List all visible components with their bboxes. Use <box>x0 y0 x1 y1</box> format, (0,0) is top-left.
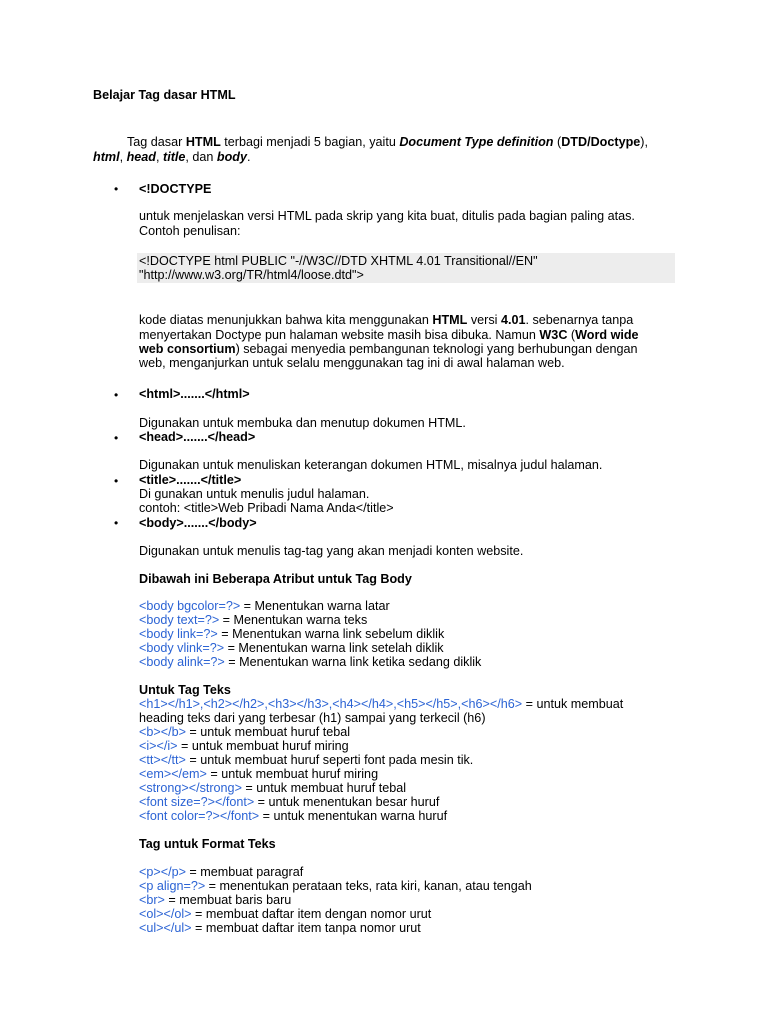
bullet-icon: • <box>114 474 119 488</box>
head-tag-heading: <head>.......</head> <box>139 430 256 444</box>
list-item: <body bgcolor=?> = Menentukan warna latar <box>139 599 390 613</box>
doctype-para-4: web, menganjurkan untuk selalu menggunakan tag ini di awal halaman web. <box>139 356 565 370</box>
list-item: <body text=?> = Menentukan warna teks <box>139 613 368 627</box>
list-item: <ol></ol> = membuat daftar item dengan nomor urut <box>139 907 432 921</box>
text-tags-list <box>139 697 623 823</box>
bullet-icon: • <box>114 516 119 530</box>
list-item: <body alink=?> = Menentukan warna link ketika sedang diklik <box>139 655 482 669</box>
list-item: <h1></h1>,<h2></h2>,<h3></h3>,<h4></h4>,<h5></h5>,<h6></h6> = untuk membuat <box>139 697 624 711</box>
list-item: <strong></strong> = untuk membuat huruf tebal <box>139 781 407 795</box>
doctype-desc-1: untuk menjelaskan versi HTML pada skrip yang kita buat, ditulis pada bagian paling atas. <box>139 209 635 223</box>
html-tag-desc: Digunakan untuk membuka dan menutup dokumen HTML. <box>139 416 466 430</box>
body-attrs-list <box>139 599 481 669</box>
list-item: <font size=?></font> = untuk menentukan besar huruf <box>139 795 440 809</box>
body-attrs-heading: Dibawah ini Beberapa Atribut untuk Tag Body <box>139 572 412 586</box>
list-item: <i></i> = untuk membuat huruf miring <box>139 739 349 753</box>
intro-line-2: html, head, title, dan body. <box>93 150 251 164</box>
bullet-icon: • <box>114 182 119 196</box>
format-tags-list <box>139 865 532 935</box>
list-item: <p align=?> = menentukan perataan teks, rata kiri, kanan, atau tengah <box>139 879 532 893</box>
doctype-para-1: kode diatas menunjukkan bahwa kita menggunakan HTML versi 4.01. sebenarnya tanpa <box>139 313 634 327</box>
body-tag-heading: <body>.......</body> <box>139 516 257 530</box>
list-item: <font color=?></font> = untuk menentukan warna huruf <box>139 809 448 823</box>
list-item: heading teks dari yang terbesar (h1) sampai yang terkecil (h6) <box>139 711 486 725</box>
bullet-icon: • <box>114 431 119 445</box>
list-item: <p></p> = membuat paragraf <box>139 865 304 879</box>
doctype-para-2: menyertakan Doctype pun halaman website masih bisa dibuka. Namun W3C (Word wide <box>139 328 639 342</box>
doctype-para-3: web consortium) sebagai menyedia pembangunan teknologi yang berhubungan dengan <box>139 342 638 356</box>
list-item: <body link=?> = Menentukan warna link sebelum diklik <box>139 627 445 641</box>
doctype-heading: <!DOCTYPE <box>139 182 212 196</box>
text-tags-heading: Untuk Tag Teks <box>139 683 231 697</box>
format-tags-heading: Tag untuk Format Teks <box>139 837 276 851</box>
title-tag-example: contoh: <title>Web Pribadi Nama Anda</title> <box>139 501 394 515</box>
code-line-1: <!DOCTYPE html PUBLIC "-//W3C//DTD XHTML 4.01 Transitional//EN" <box>139 254 538 268</box>
list-item: <tt></tt> = untuk membuat huruf seperti font pada mesin tik. <box>139 753 474 767</box>
html-tag-heading: <html>.......</html> <box>139 387 250 401</box>
code-line-2: "http://www.w3.org/TR/html4/loose.dtd"> <box>139 268 364 282</box>
code-block <box>137 253 675 283</box>
title-tag-desc: Di gunakan untuk menulis judul halaman. <box>139 487 370 501</box>
list-item: <br> = membuat baris baru <box>139 893 292 907</box>
title-tag-heading: <title>.......</title> <box>139 473 242 487</box>
body-tag-desc: Digunakan untuk menulis tag-tag yang akan menjadi konten website. <box>139 544 524 558</box>
page-title: Belajar Tag dasar HTML <box>93 88 236 102</box>
list-item: <body vlink=?> = Menentukan warna link setelah diklik <box>139 641 444 655</box>
list-item: <b></b> = untuk membuat huruf tebal <box>139 725 351 739</box>
intro-line-1: Tag dasar HTML terbagi menjadi 5 bagian, yaitu Document Type definition (DTD/Doctype), <box>127 135 648 149</box>
list-item: <ul></ul> = membuat daftar item tanpa nomor urut <box>139 921 421 935</box>
bullet-icon: • <box>114 388 119 402</box>
head-tag-desc: Digunakan untuk menuliskan keterangan dokumen HTML, misalnya judul halaman. <box>139 458 603 472</box>
list-item: <em></em> = untuk membuat huruf miring <box>139 767 379 781</box>
doctype-desc-2: Contoh penulisan: <box>139 224 241 238</box>
